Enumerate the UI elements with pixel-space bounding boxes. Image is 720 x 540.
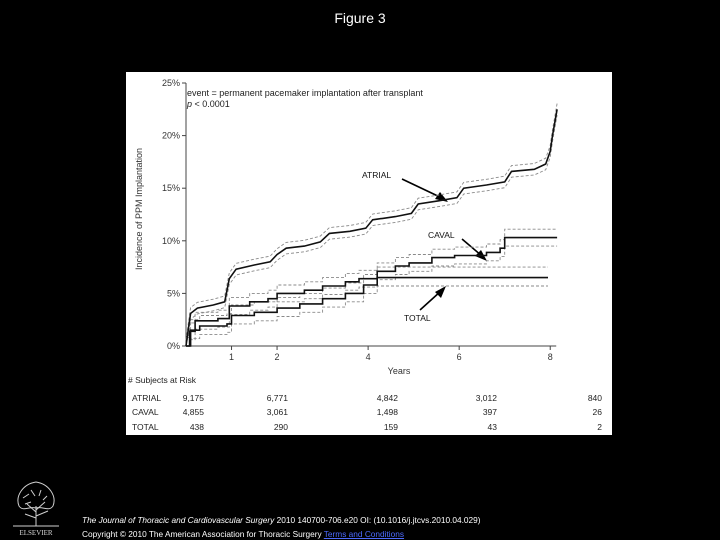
x-tick-label-4: 4	[365, 352, 371, 362]
journal-name: The Journal of Thoracic and Cardiovascular Surgery	[82, 515, 275, 525]
curves	[186, 109, 557, 346]
x-axis-label: Years	[387, 366, 411, 376]
p-symbol: p	[187, 99, 193, 109]
risk-value-caval-6: 397	[482, 407, 497, 417]
figure-panel	[126, 72, 612, 435]
risk-row-label-atrial: ATRIAL	[132, 393, 162, 403]
risk-value-caval-8: 26	[592, 407, 602, 417]
y-tick-label-5: 5%	[166, 288, 180, 299]
risk-value-atrial-8: 840	[587, 393, 602, 403]
slide-title: Figure 3	[334, 10, 386, 26]
risk-value-caval-0: 4,855	[182, 407, 204, 417]
citation	[82, 515, 481, 525]
risk-value-atrial-6: 3,012	[475, 393, 497, 403]
risk-value-total-4: 159	[383, 422, 398, 432]
curve-caval	[186, 238, 557, 346]
y-tick-label-25: 25%	[161, 78, 180, 88]
risk-value-total-8: 2	[597, 422, 602, 432]
ci-upper-caval	[186, 229, 557, 337]
annotation-event: event = permanent pacemaker implantation after transplant	[187, 88, 423, 98]
x-tick-label-6: 6	[456, 352, 462, 362]
p-rest: < 0.0001	[192, 99, 230, 109]
elsevier-logo	[5, 476, 67, 538]
risk-value-total-6: 43	[487, 422, 497, 432]
risk-value-total-2: 290	[273, 422, 288, 432]
terms-link[interactable]: Terms and Conditions	[323, 529, 405, 539]
y-tick-label-15: 15%	[161, 183, 180, 194]
risk-value-atrial-4: 4,842	[376, 393, 398, 403]
risk-value-atrial-0: 9,175	[182, 393, 204, 403]
risk-row-label-total: TOTAL	[132, 422, 159, 432]
curve-total	[186, 278, 548, 346]
risk-row-label-caval: CAVAL	[132, 407, 159, 417]
risk-values	[183, 393, 603, 432]
y-axis-label: Incidence of PPM Implantation	[134, 147, 144, 271]
risk-value-total-0: 438	[189, 422, 204, 432]
y-tick-label-0: 0%	[166, 341, 180, 351]
copyright	[82, 529, 404, 539]
arrow-atrial	[402, 179, 448, 202]
x-tick-label-2: 2	[274, 352, 280, 362]
risk-value-caval-2: 3,061	[266, 407, 288, 417]
confidence-bands	[186, 104, 557, 347]
risk-value-caval-4: 1,498	[376, 407, 398, 417]
ci-lower-caval	[186, 246, 557, 346]
logo-wordmark: ELSEVIER	[19, 529, 53, 537]
risk-table-header: # Subjects at Risk	[128, 375, 197, 385]
citation-details: 2010 140700-706.e20 OI: (10.1016/j.jtcvs.2010.04.029)	[274, 515, 481, 525]
curve-label-atrial: ATRIAL	[362, 170, 392, 180]
x-tick-label-1: 1	[229, 352, 235, 362]
arrow-total	[420, 286, 446, 310]
x-tick-label-8: 8	[547, 352, 553, 362]
arrow-caval	[462, 239, 487, 261]
curve-label-caval: CAVAL	[428, 230, 455, 240]
y-tick-label-10: 10%	[161, 235, 180, 246]
curve-atrial	[186, 109, 557, 346]
ci-lower-atrial	[186, 115, 557, 346]
km-chart	[126, 72, 612, 435]
risk-value-atrial-2: 6,771	[266, 393, 288, 403]
copyright-text: Copyright © 2010 The American Association for Thoracic Surgery	[82, 529, 324, 539]
y-tick-label-20: 20%	[161, 130, 180, 141]
annotation-pvalue	[186, 99, 230, 109]
curve-label-total: TOTAL	[404, 313, 431, 323]
